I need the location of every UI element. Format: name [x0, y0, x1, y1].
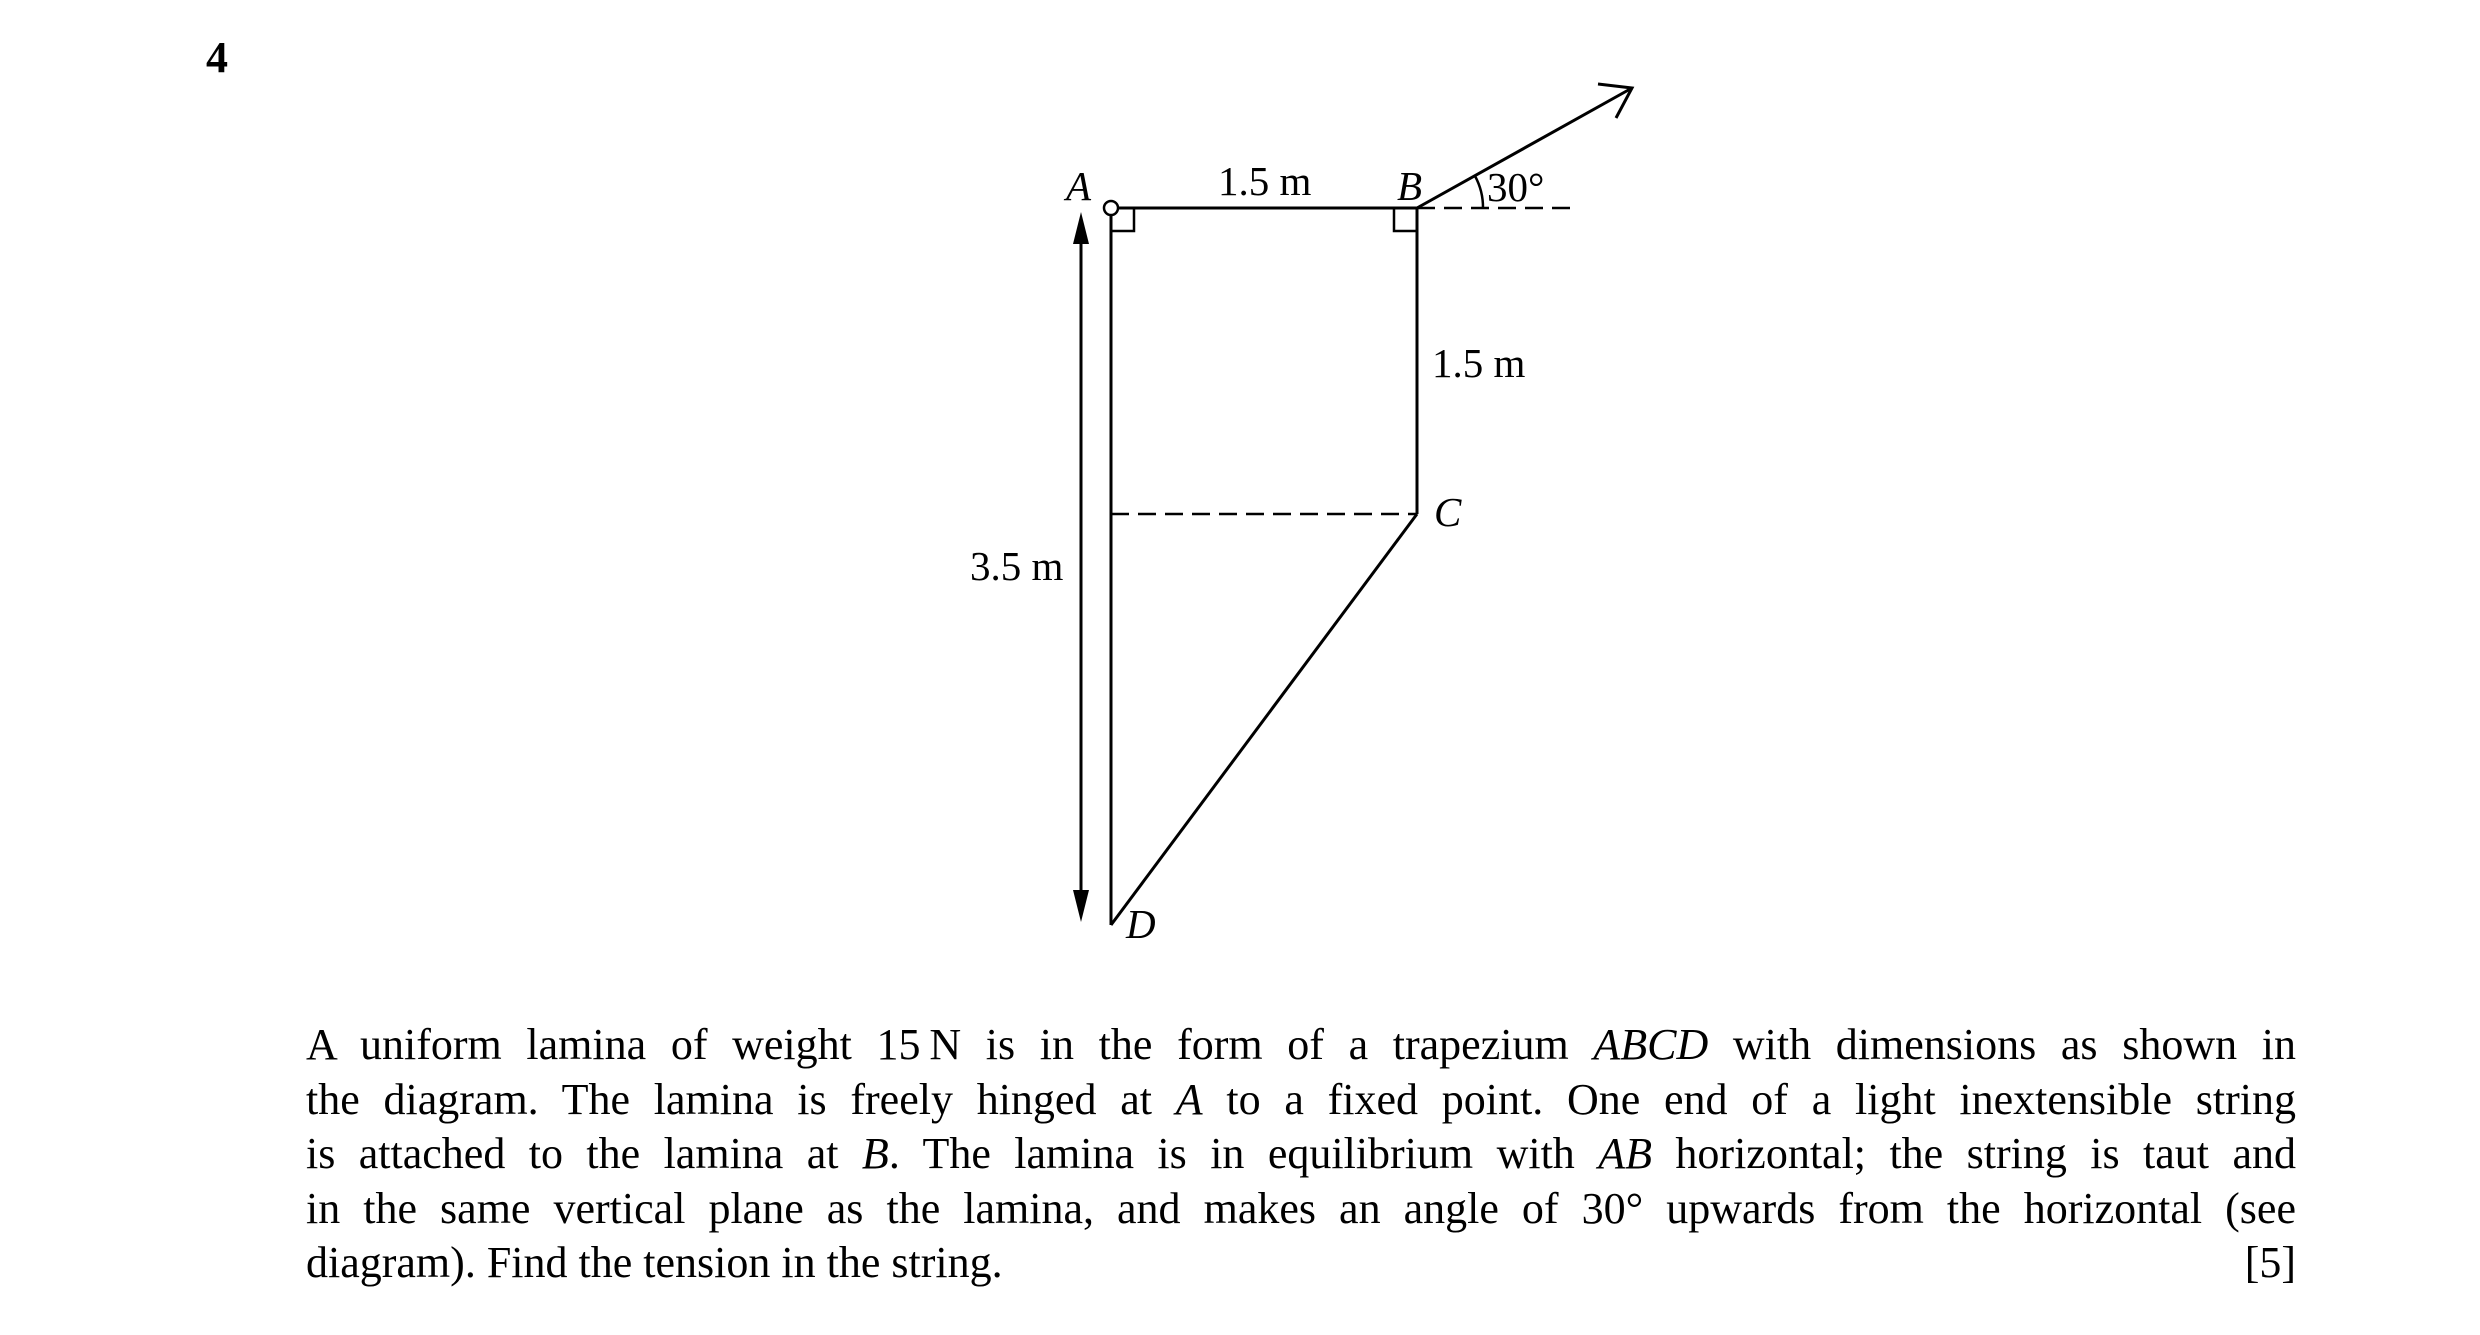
side-cd — [1111, 514, 1417, 925]
label-point-c: C — [1434, 489, 1462, 535]
question-final-text: diagram). Find the tension in the string. — [306, 1238, 1003, 1287]
question-line: is attached to the lamina at B. The lamina is in equilibrium with AB horizontal; the string is taut and — [306, 1129, 2296, 1178]
label-angle: 30° — [1487, 164, 1545, 210]
question-line — [306, 1236, 2296, 1291]
math-variable: AB — [1598, 1129, 1652, 1178]
arrow-down-icon — [1073, 890, 1089, 922]
arrow-head-icon — [1598, 84, 1632, 118]
math-variable: A — [1175, 1074, 1203, 1124]
question-line: in the same vertical plane as the lamina, and makes an angle of 30° upwards from the horizontal (see — [306, 1183, 2296, 1233]
question-line: the diagram. The lamina is freely hinged at A to a fixed point. One end of a light inextensible string — [306, 1074, 2297, 1124]
label-point-d: D — [1126, 901, 1156, 947]
label-point-a: A — [1066, 163, 1092, 209]
angle-arc — [1475, 176, 1483, 208]
question-line: A uniform lamina of weight 15 N is in the form of a trapezium ABCD with dimensions as shown in — [306, 1020, 2296, 1069]
marks-label: [5] — [2244, 1238, 2296, 1287]
math-variable: ABCD — [1593, 1020, 1709, 1069]
arrow-up-icon — [1073, 212, 1089, 244]
question-number: 4 — [206, 33, 228, 82]
label-length-bc: 1.5 m — [1432, 340, 1526, 386]
label-point-b: B — [1397, 163, 1423, 209]
math-variable: B — [861, 1129, 889, 1178]
question-text — [306, 1018, 2296, 1291]
hinge-icon — [1104, 201, 1118, 215]
right-angle-marker-b — [1394, 208, 1417, 231]
label-length-ad: 3.5 m — [970, 543, 1064, 589]
label-length-ab: 1.5 m — [1218, 158, 1312, 204]
